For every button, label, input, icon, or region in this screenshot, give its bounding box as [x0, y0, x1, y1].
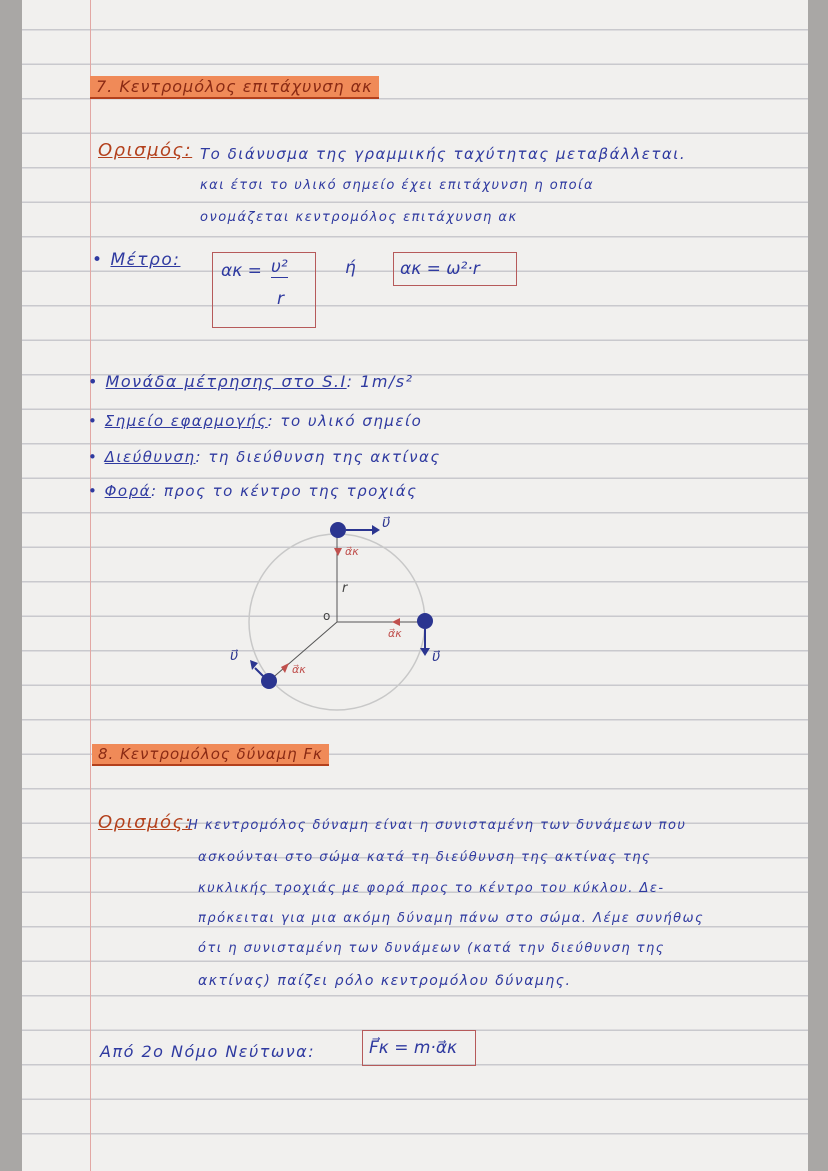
definition-line: Η κεντρομόλος δύναμη είναι η συνισταμένη των δυνάμεων που — [188, 818, 687, 833]
radius-label: r — [342, 581, 348, 596]
definition-line: και έτσι το υλικό σημείο έχει επιτάχυνση η οποία — [200, 178, 595, 193]
or-text: ή — [345, 258, 358, 278]
definition-line: ονομάζεται κεντρομόλος επιτάχυνση ακ — [200, 210, 518, 225]
acceleration-label: α⃗κ — [388, 627, 402, 640]
newton-law-text: Από 2ο Νόμο Νεύτωνα: — [100, 1042, 316, 1061]
acceleration-arrow — [392, 618, 400, 626]
particle — [417, 613, 433, 629]
acceleration-label: α⃗κ — [345, 545, 359, 558]
bullet-label: Φορά — [104, 482, 152, 500]
bullet-label: Διεύθυνση — [104, 448, 196, 466]
definition-label: Ορισμός: — [98, 140, 193, 161]
particle — [330, 522, 346, 538]
definition-line: πρόκειται για μια ακόμη δύναμη πάνω στο σώμα. Λέμε συνήθως — [198, 911, 705, 926]
velocity-arrow — [255, 668, 263, 676]
section-7-heading: 7. Κεντρομόλος επιτάχυνση ακ — [90, 76, 379, 99]
definition-label: Ορισμός: — [98, 812, 193, 833]
bullet-label: Μονάδα μέτρησης στο S.I — [105, 372, 347, 391]
magnitude-label: Μέτρο: — [110, 250, 181, 270]
definition-line: ότι η συνισταμένη των δυνάμεων (κατά την διεύθυνση της — [198, 941, 665, 956]
definition-line: κυκλικής τροχιάς με φορά προς το κέντρο του κύκλου. Δε- — [198, 881, 665, 896]
velocity-label: υ⃗ — [230, 648, 239, 664]
bullet-text: : τη διεύθυνση της ακτίνας — [195, 448, 441, 466]
center-label: o — [323, 609, 331, 623]
formula-denominator: r — [277, 289, 284, 309]
formula-lhs: ακ = — [221, 261, 262, 281]
acceleration-label: α⃗κ — [292, 663, 306, 676]
bullet-text: : 1m/s² — [346, 372, 414, 391]
definition-line: ακτίνας) παίζει ρόλο κεντρομόλου δύναμης. — [198, 973, 572, 989]
acceleration-arrow — [281, 663, 289, 673]
bullet-text: : προς το κέντρο της τροχιάς — [151, 482, 418, 500]
newton-formula-box: F⃗κ = m·α⃗κ — [362, 1030, 476, 1066]
bullet-text: : το υλικό σημείο — [267, 412, 423, 430]
definition-line: ασκούνται στο σώμα κατά τη διεύθυνση της ακτίνας της — [198, 850, 652, 865]
velocity-label: υ⃗ — [382, 515, 391, 531]
definition-line: Το διάνυσμα της γραμμικής ταχύτητας μεταβάλλεται. — [200, 145, 687, 163]
section-8-heading: 8. Κεντρομόλος δύναμη Fκ — [92, 744, 329, 766]
formula-box-2: ακ = ω²·r — [393, 252, 517, 286]
bullet-label: Σημείο εφαρμογής — [104, 412, 268, 430]
formula-numerator: υ² — [271, 257, 288, 277]
acceleration-arrow — [334, 548, 342, 556]
velocity-label: υ⃗ — [432, 649, 441, 665]
